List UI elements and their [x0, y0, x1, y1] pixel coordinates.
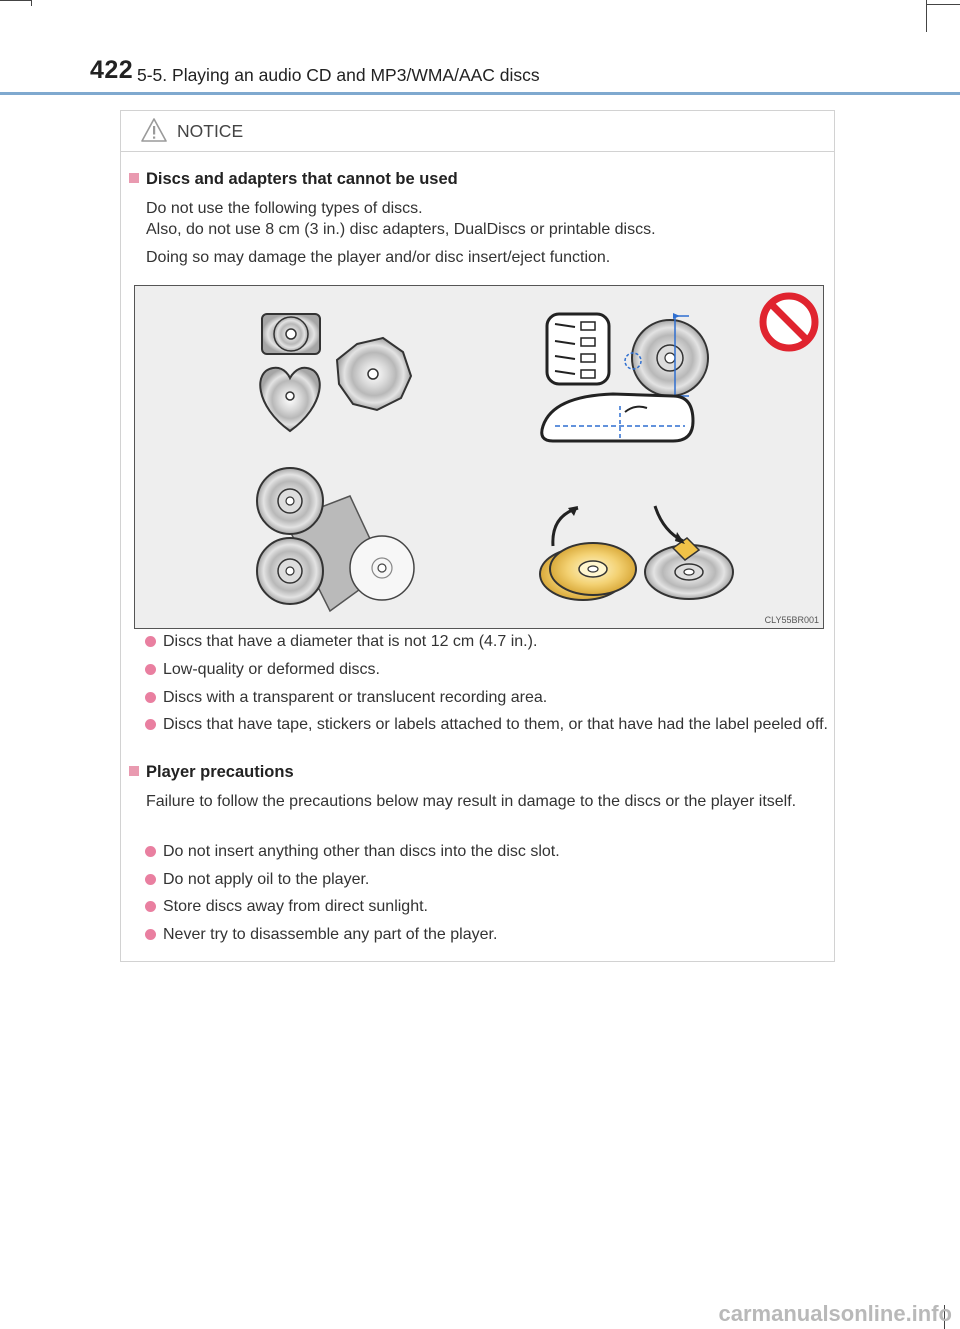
bullet-icon: [145, 636, 156, 647]
watermark: carmanualsonline.info: [718, 1301, 952, 1326]
bullet-icon: [145, 664, 156, 675]
bullet-icon: [145, 901, 156, 912]
notice-label: NOTICE: [177, 121, 244, 141]
crop-mark: [31, 0, 32, 6]
list-item-text: Discs that have tape, stickers or labels attached to them, or that have had the label peeled off.: [163, 716, 828, 733]
paragraph: Do not use the following types of discs.: [146, 200, 423, 217]
square-disc-icon: [262, 314, 320, 354]
list-item-text: Do not apply oil to the player.: [163, 871, 370, 888]
translucent-disc-icon: [257, 468, 414, 611]
sticker-disc-icon: [645, 506, 733, 599]
list-item-text: Low-quality or deformed discs.: [163, 661, 380, 678]
list-item-text: Discs with a transparent or translucent recording area.: [163, 689, 548, 706]
list-item: [145, 631, 828, 652]
heart-disc-icon: [260, 368, 319, 431]
paragraph: Doing so may damage the player and/or disc insert/eject function.: [146, 249, 611, 266]
paragraph: Failure to follow the precautions below may result in damage to the discs or the player itself.: [146, 793, 797, 810]
paragraph: Also, do not use 8 cm (3 in.) disc adapters, DualDiscs or printable discs.: [146, 221, 656, 238]
section-heading: [129, 170, 458, 189]
bullet-icon: [145, 929, 156, 940]
notice-header: [121, 111, 834, 152]
list-item-text: Discs that have a diameter that is not 12 cm (4.7 in.).: [163, 633, 538, 650]
page-header: [90, 56, 960, 92]
header-rule: [0, 92, 960, 95]
section-heading: [129, 763, 294, 782]
crop-mark: [926, 4, 960, 5]
list-item: [145, 841, 828, 862]
bullet-icon: [145, 692, 156, 703]
list-item-text: Store discs away from direct sunlight.: [163, 898, 428, 915]
label-disc-icon: [540, 506, 636, 600]
list-item-text: Never try to disassemble any part of the player.: [163, 926, 498, 943]
crop-mark: [0, 0, 32, 1]
square-bullet-icon: [129, 173, 139, 183]
notice-box: [120, 110, 835, 962]
bullet-icon: [145, 874, 156, 885]
bullet-icon: [145, 846, 156, 857]
square-bullet-icon: [129, 766, 139, 776]
page-number: 422: [90, 56, 134, 84]
list-item-text: Do not insert anything other than discs into the disc slot.: [163, 843, 560, 860]
prohibition-icon: [763, 296, 815, 348]
list-item: [145, 924, 828, 945]
warning-triangle-icon: [141, 118, 167, 142]
disc-illustration: [134, 285, 824, 629]
adapter-disc-icon: [542, 313, 708, 441]
list-item: [145, 659, 828, 680]
octagon-disc-icon: [337, 338, 411, 410]
illustration-drawing: [135, 286, 823, 628]
list-item: [145, 687, 828, 708]
section-heading-text: Discs and adapters that cannot be used: [146, 170, 458, 188]
list-item: [145, 896, 828, 917]
section-title: 5-5. Playing an audio CD and MP3/WMA/AAC discs: [137, 65, 540, 85]
bullet-icon: [145, 719, 156, 730]
figure-code: CLY55BR001: [764, 615, 819, 625]
list-item: [145, 869, 828, 890]
section-heading-text: Player precautions: [146, 763, 294, 781]
list-item: [145, 714, 828, 735]
